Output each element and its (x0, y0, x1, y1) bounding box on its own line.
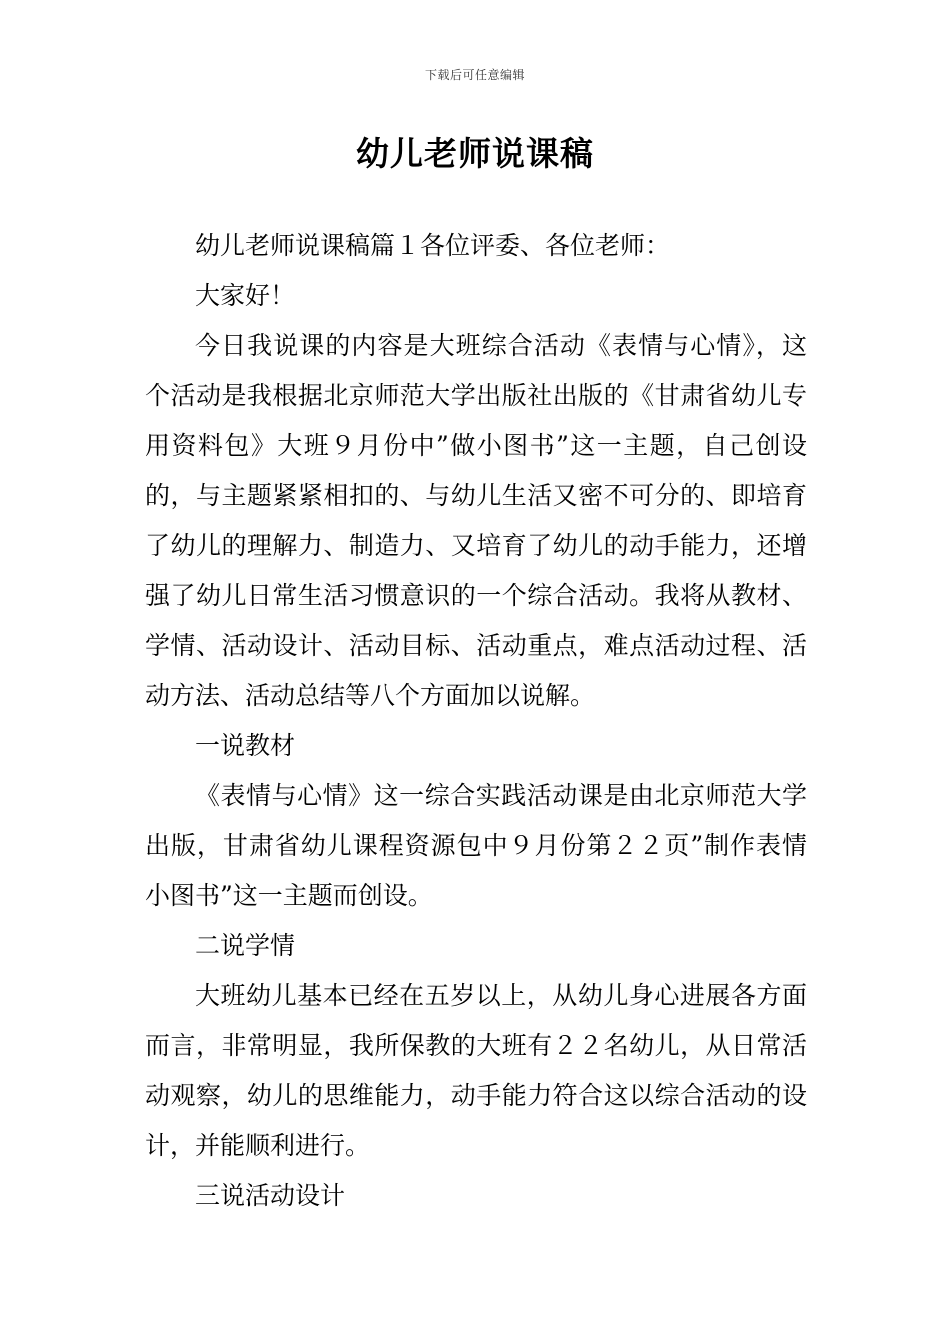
paragraph-greeting: 大家好！ (195, 281, 296, 310)
document-title: 幼儿老师说课稿 (356, 134, 594, 173)
paragraph-greeting-heading: 幼儿老师说课稿篇１各位评委、各位老师： (195, 231, 671, 260)
paragraph-learners: 大班幼儿基本已经在五岁以上，从幼儿身心进展各方面而言，非常明显，我所保教的大班有２２名幼儿，从日常活动观察，幼儿的思维能力，动手能力符合这以综合活动的设计，并能顺利进行。 (145, 981, 807, 1160)
section-heading-activity-design: 三说活动设计 (195, 1181, 346, 1210)
paragraph-textbook: 《表情与心情》这一综合实践活动课是由北京师范大学出版，甘肃省幼儿课程资源包中９月份第２２页”制作表情小图书”这一主题而创设。 (145, 781, 807, 910)
paragraph-introduction: 今日我说课的内容是大班综合活动《表情与心情》，这个活动是我根据北京师范大学出版社出版的《甘肃省幼儿专用资料包》大班９月份中”做小图书”这一主题，自己创设的，与主题紧紧相扣的、与幼儿生活又密不可分的、即培育了幼儿的理解力、制造力、又培育了幼儿的动手能力，还增强了幼儿日常生活习惯意识的一个综合活动。我将从教材、学情、活动设计、活动目标、活动重点，难点活动过程、活动方法、活动总结等八个方面加以说解。 (145, 331, 807, 710)
section-heading-learners: 二说学情 (195, 931, 296, 960)
header-note: 下载后可任意编辑 (424, 68, 525, 82)
document-body (145, 221, 807, 1221)
section-heading-textbook: 一说教材 (195, 731, 296, 760)
